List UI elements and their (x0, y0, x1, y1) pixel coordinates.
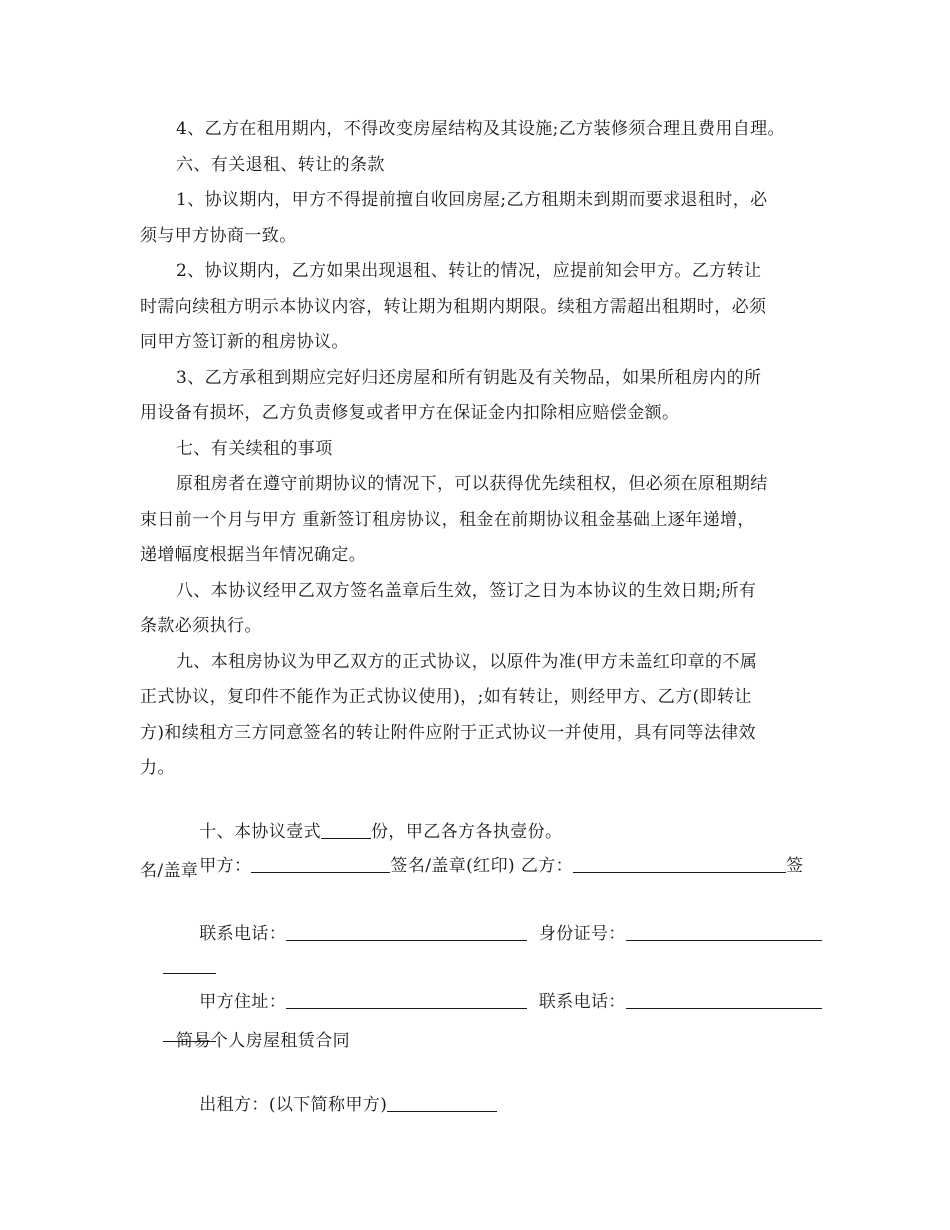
phone-blank (286, 920, 527, 941)
lessor-row (176, 1061, 497, 1115)
phone-label: 联系电话： (199, 924, 287, 944)
contact-row (176, 890, 822, 944)
clause-ten-text: 份，甲乙各方各执壹份。 (371, 822, 563, 842)
next-contract-title: 简易个人房屋租赁合同 (176, 1031, 350, 1051)
paragraph-line: 用设备有损坏，乙方负责修复或者甲方在保证金内扣除相应赔偿金额。 (140, 403, 680, 423)
party-b-seal-label: 签 (786, 856, 804, 876)
address-label: 甲方住址： (199, 992, 287, 1012)
id-number-label: 身份证号： (538, 924, 626, 944)
paragraph-line: 条款必须执行。 (140, 616, 262, 636)
section-heading: 七、有关续租的事项 (176, 439, 333, 459)
address-blank (286, 988, 527, 1009)
phone-blank-2 (626, 988, 822, 1009)
lessor-blank (387, 1091, 497, 1112)
paragraph-line: 方)和续租方三方同意签名的转让附件应附于正式协议一并使用，具有同等法律效 (140, 723, 757, 743)
paragraph-line: 递增幅度根据当年情况确定。 (140, 545, 367, 565)
paragraph-line: 同甲方签订新的租房协议。 (140, 332, 349, 352)
paragraph-line: 九、本租房协议为甲乙双方的正式协议，以原件为准(甲方未盖红印章的不属 (176, 652, 758, 672)
phone-blank-2-cont-row (140, 991, 216, 1019)
paragraph-line: 3、乙方承租到期应完好归还房屋和所有钥匙及有关物品，如果所租房内的所 (176, 368, 762, 388)
paragraph-line: 力。 (140, 758, 175, 778)
id-number-blank (626, 920, 822, 941)
paragraph-line: 4、乙方在租用期内，不得改变房屋结构及其设施;乙方装修须合理且费用自理。 (176, 119, 785, 139)
party-a-seal-label: 签名/盖章(红印) (390, 856, 516, 876)
paragraph-line: 1、协议期内，甲方不得提前擅自收回房屋;乙方租期未到期而要求退租时，必 (176, 190, 768, 210)
party-b-seal-label-cont: 名/盖章 (140, 861, 199, 881)
section-heading: 六、有关退租、转让的条款 (176, 155, 385, 175)
signature-row (176, 822, 804, 876)
party-a-label: 甲方： (199, 856, 252, 876)
party-a-blank (251, 852, 390, 873)
paragraph-line: 束日前一个月与甲方 重新签订租房协议，租金在前期协议租金基础上逐年递增， (140, 510, 755, 530)
clause-ten (176, 788, 563, 842)
clause-ten-text: 十、本协议壹式 (199, 822, 322, 842)
party-b-blank (573, 852, 786, 873)
id-number-blank-cont-row (140, 923, 216, 951)
party-b-label: 乙方： (520, 856, 574, 876)
paragraph-line: 时需向续租方明示本协议内容，转让期为租期内期限。续租方需超出租期时，必须 (140, 297, 767, 317)
paragraph-line: 八、本协议经甲乙双方签名盖章后生效，签订之日为本协议的生效日期;所有 (176, 581, 757, 601)
paragraph-line: 原租房者在遵守前期协议的情况下，可以获得优先续租权，但必须在原租期结 (176, 474, 768, 494)
paragraph-line: 2、协议期内，乙方如果出现退租、转让的情况，应提前知会甲方。乙方转让 (176, 261, 762, 281)
address-row (176, 958, 822, 1012)
paragraph-line: 须与甲方协商一致。 (140, 226, 297, 246)
lessor-label: 出租方：(以下简称甲方) (199, 1095, 388, 1115)
phone-label-2: 联系电话： (538, 992, 626, 1012)
paragraph-line: 正式协议，复印件不能作为正式协议使用)，;如有转让，则经甲方、乙方(即转让 (140, 687, 752, 707)
